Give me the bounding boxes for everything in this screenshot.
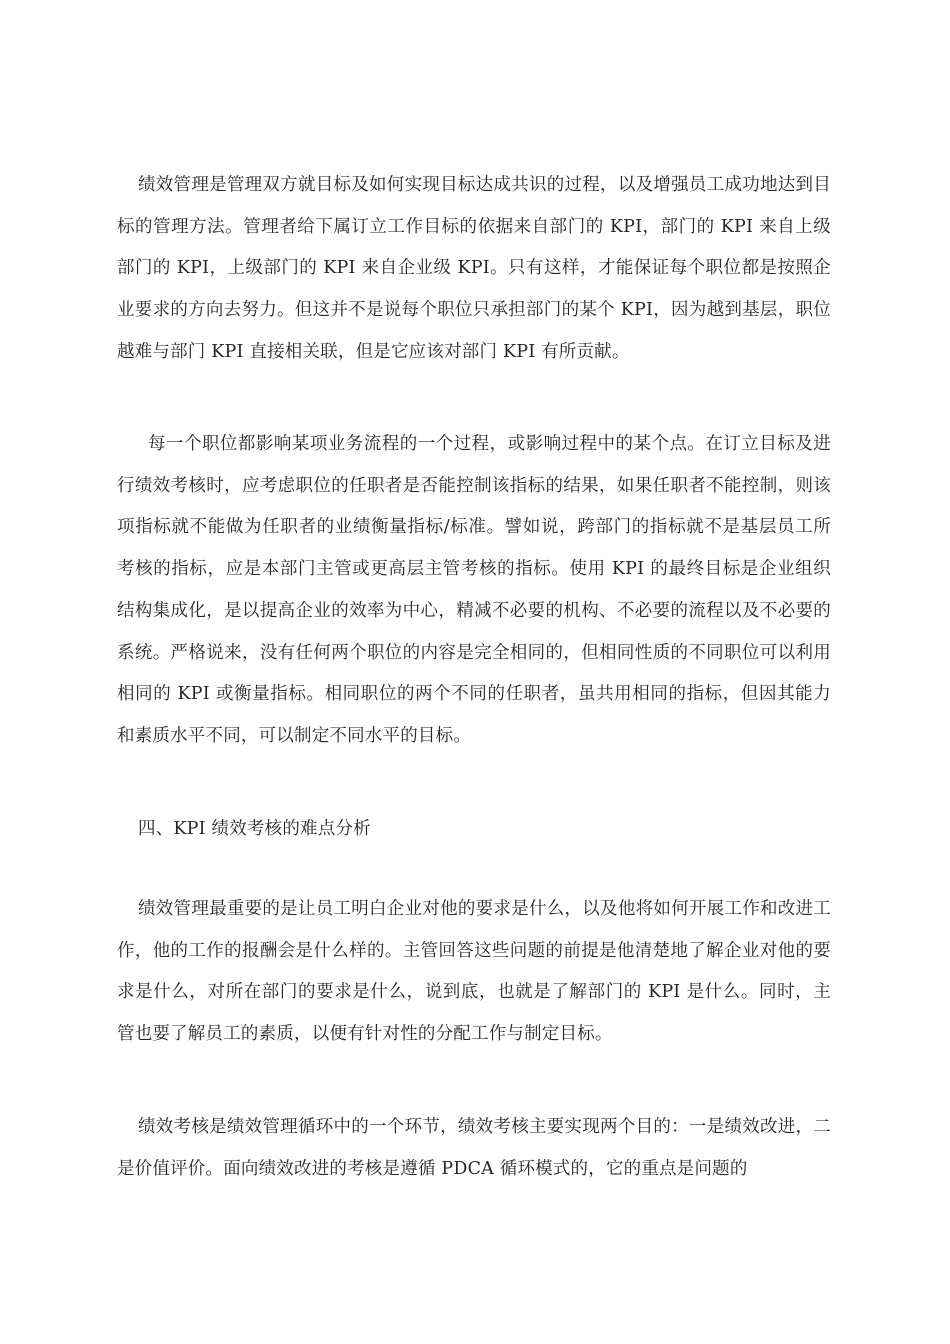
paragraph-position-process-impact: 每一个职位都影响某项业务流程的一个过程，或影响过程中的某个点。在订立目标及进行绩效考核时，应考虑职位的任职者是否能控制该指标的结果，如果任职者不能控制，则该项指标就不能做为任职者的业绩衡量指标/标准。譬如说，跨部门的指标就不是基层员工所考核的指标，应是本部门主管或更高层主管考核的指标。使用 KPI 的最终目标是企业组织结构集成化，是以提高企业的效率为中心，精减不必要的机构、不必要的流程以及不必要的系统。严格说来，没有任何两个职位的内容是完全相同的，但相同性质的不同职位可以利用相同的 KPI 或衡量指标。相同职位的两个不同的任职者，虽共用相同的指标，但因其能力和素质水平不同，可以制定不同水平的目标。	[117, 434, 831, 746]
paragraph-employee-understanding: 绩效管理最重要的是让员工明白企业对他的要求是什么，以及他将如何开展工作和改进工作，他的工作的报酬会是什么样的。主管回答这些问题的前提是他清楚地了解企业对他的要求是什么，对所在部门的要求是什么，说到底，也就是了解部门的 KPI 是什么。同时，主管也要了解员工的素质，以便有针对性的分配工作与制定目标。	[117, 899, 831, 1045]
section-heading-kpi-difficulties: 四、KPI 绩效考核的难点分析	[138, 819, 371, 839]
paragraph-appraisal-purposes: 绩效考核是绩效管理循环中的一个环节，绩效考核主要实现两个目的：一是绩效改进，二是价值评价。面向绩效改进的考核是遵循 PDCA 循环模式的，它的重点是问题的	[117, 1117, 831, 1179]
paragraph-kpi-goal-alignment: 绩效管理是管理双方就目标及如何实现目标达成共识的过程，以及增强员工成功地达到目标的管理方法。管理者给下属订立工作目标的依据来自部门的 KPI，部门的 KPI 来自上级部门的 KPI，上级部门的 KPI 来自企业级 KPI。只有这样，才能保证每个职位都是按照企业要求的方向去努力。但这并不是说每个职位只承担部门的某个 KPI，因为越到基层，职位越难与部门 KPI 直接相关联，但是它应该对部门 KPI 有所贡献。	[117, 175, 831, 362]
